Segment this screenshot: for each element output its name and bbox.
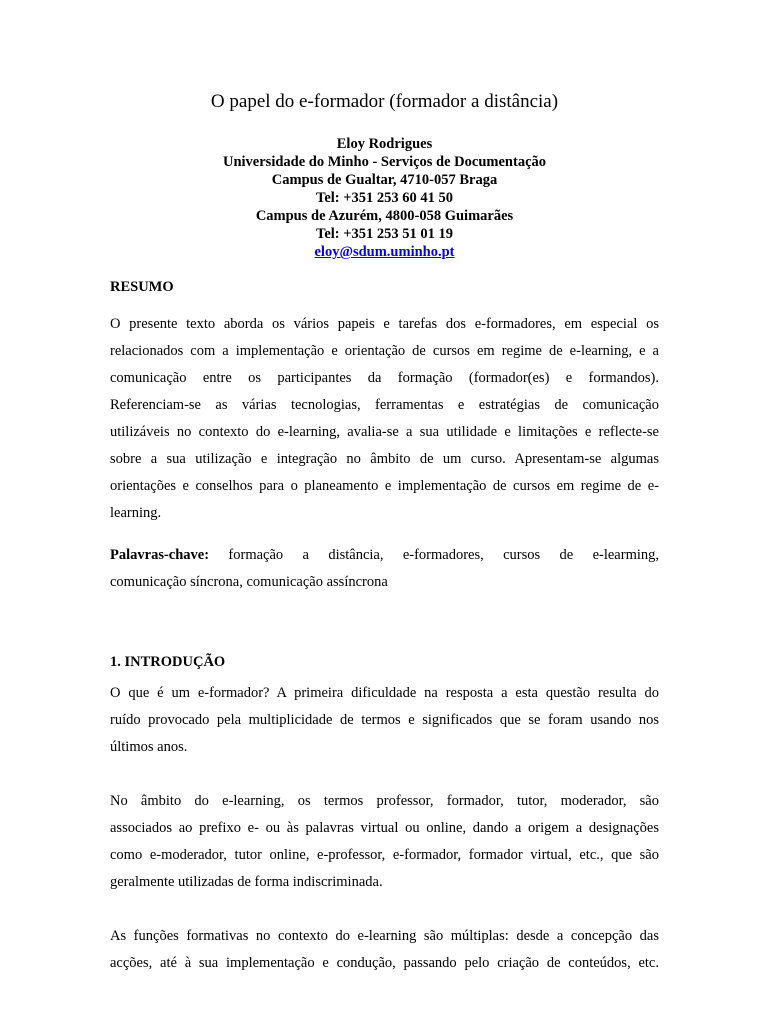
paragraph-line: No âmbito do e-learning, os termos professor, formador, tutor, moderador, são bbox=[110, 793, 659, 809]
author-phone-1: Tel: +351 253 60 41 50 bbox=[315, 190, 454, 206]
keywords-text-1: formação a distância, e-formadores, cursos de e-learming, bbox=[228, 547, 659, 563]
paragraph-line: ruído provocado pela multiplicidade de termos e significados que se foram usando nos bbox=[110, 712, 659, 728]
paragraph-line: como e-moderador, tutor online, e-professor, e-formador, formador virtual, etc., que são bbox=[110, 847, 659, 863]
keywords-line-2: comunicação síncrona, comunicação assíncrona bbox=[110, 574, 388, 590]
keywords-label: Palavras-chave: bbox=[110, 547, 210, 563]
abstract-heading: RESUMO bbox=[110, 279, 174, 295]
abstract-line: O presente texto aborda os vários papeis e tarefas dos e-formadores, em especial os bbox=[110, 316, 659, 332]
paragraph-line: associados ao prefixo e- ou às palavras virtual ou online, dando a origem a designações bbox=[110, 820, 659, 836]
author-address-1: Campus de Gualtar, 4710-057 Braga bbox=[271, 172, 498, 188]
section-1-heading: 1. INTRODUÇÃO bbox=[110, 654, 226, 670]
keywords-line-1 bbox=[110, 542, 659, 569]
author-block bbox=[110, 135, 659, 261]
document-title: O papel do e-formador (formador a distância) bbox=[210, 91, 559, 112]
abstract-line: Referenciam-se as várias tecnologias, ferramentas e estratégias de comunicação bbox=[110, 397, 659, 413]
author-name: Eloy Rodrigues bbox=[336, 136, 433, 152]
abstract-line: orientações e conselhos para o planeamento e implementação de cursos em regime de e- bbox=[110, 478, 659, 494]
abstract-line: utilizáveis no contexto do e-learning, avalia-se a sua utilidade e limitações e reflecte-se bbox=[110, 424, 659, 440]
paragraph-line: acções, até à sua implementação e condução, passando pelo criação de conteúdos, etc. bbox=[110, 955, 659, 971]
abstract-line: relacionados com a implementação e orientação de cursos em regime de e-learning, e a bbox=[110, 343, 659, 359]
paragraph-line: geralmente utilizadas de forma indiscriminada. bbox=[110, 874, 383, 890]
author-email-link[interactable]: eloy@sdum.uminho.pt bbox=[314, 244, 455, 260]
keywords-paragraph bbox=[110, 542, 659, 596]
section-1-paragraph-1 bbox=[110, 680, 659, 761]
author-affiliation: Universidade do Minho - Serviços de Documentação bbox=[222, 154, 546, 170]
paragraph-line: O que é um e-formador? A primeira dificuldade na resposta a esta questão resulta do bbox=[110, 685, 659, 701]
abstract-line: learning. bbox=[110, 505, 162, 521]
section-1-paragraph-3 bbox=[110, 923, 659, 977]
author-phone-2: Tel: +351 253 51 01 19 bbox=[315, 226, 454, 242]
abstract-paragraph bbox=[110, 311, 659, 527]
abstract-line: sobre a sua utilização e integração no âmbito de um curso. Apresentam-se algumas bbox=[110, 451, 659, 467]
paragraph-line: As funções formativas no contexto do e-learning são múltiplas: desde a concepção das bbox=[110, 928, 659, 944]
abstract-line: comunicação entre os participantes da formação (formador(es) e formandos). bbox=[110, 370, 659, 386]
paragraph-line: últimos anos. bbox=[110, 739, 188, 755]
author-address-2: Campus de Azurém, 4800-058 Guimarães bbox=[255, 208, 514, 224]
section-1-paragraph-2 bbox=[110, 788, 659, 896]
